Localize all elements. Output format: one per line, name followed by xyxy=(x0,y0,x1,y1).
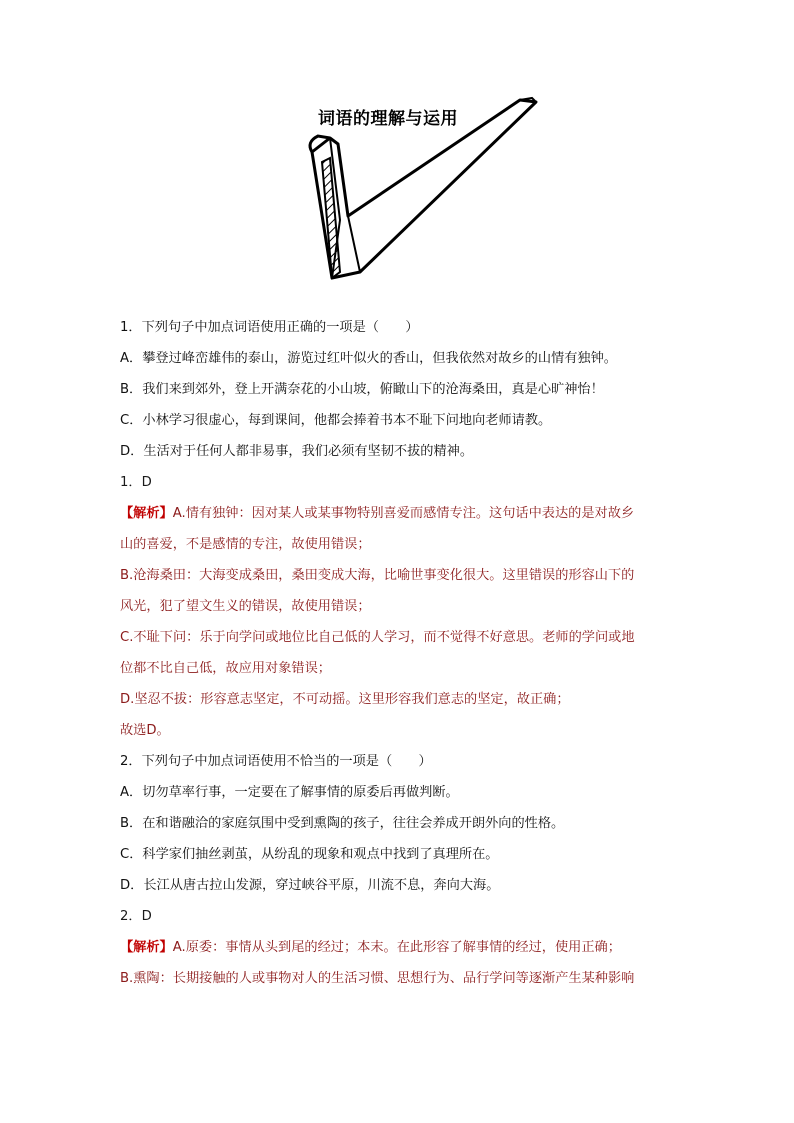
question-stem: 2．下列句子中加点词语使用不恰当的一项是（ ） xyxy=(120,754,432,769)
analysis-line: B.熏陶：长期接触的人或事物对人的生活习惯、思想行为、品行学问等逐渐产生某种影响 xyxy=(120,971,635,986)
analysis-label: 【解析】 xyxy=(120,506,173,521)
question-stem: 1．下列句子中加点词语使用正确的一项是（ ） xyxy=(120,320,419,335)
option-d: D．长江从唐古拉山发源，穿过峡谷平原，川流不息，奔向大海。 xyxy=(120,878,500,893)
option-c: C．小林学习很虚心，每到课间，他都会捧着书本不耻下问地向老师请教。 xyxy=(120,413,552,428)
option-b: B．我们来到郊外，登上开满奈花的小山坡，俯瞰山下的沧海桑田，真是心旷神怡！ xyxy=(120,382,604,397)
analysis-line: 山的喜爱，不是感情的专注，故使用错误； xyxy=(120,537,371,552)
option-c: C．科学家们抽丝剥茧，从纷乱的现象和观点中找到了真理所在。 xyxy=(120,847,499,862)
analysis-line xyxy=(120,498,680,529)
option-a: A．攀登过峰峦雄伟的泰山，游览过红叶似火的香山，但我依然对故乡的山情有独钟。 xyxy=(120,351,617,366)
analysis-line xyxy=(120,932,680,963)
analysis-line: 位都不比自己低，故应用对象错误； xyxy=(120,661,331,676)
page-title: 词语的理解与运用 xyxy=(318,109,458,129)
question-list xyxy=(120,312,680,994)
option-d: D．生活对于任何人都非易事，我们必须有坚韧不拔的精神。 xyxy=(120,444,474,459)
answer: 1．D xyxy=(120,475,152,490)
option-b: B．在和谐融洽的家庭氛围中受到熏陶的孩子，往往会养成开朗外向的性格。 xyxy=(120,816,565,831)
analysis-line: B.沧海桑田：大海变成桑田，桑田变成大海，比喻世事变化很大。这里错误的形容山下的 xyxy=(120,568,635,583)
analysis-line: D.坚忍不拔：形容意志坚定，不可动摇。这里形容我们意志的坚定，故正确； xyxy=(120,692,570,707)
analysis-text: A.原委：事情从头到尾的经过；本末。在此形容了解事情的经过，使用正确； xyxy=(172,940,621,955)
analysis-text: A.情有独钟：因对某人或某事物特别喜爱而感情专注。这句话中表达的是对故乡 xyxy=(172,506,635,521)
analysis-line: 风光，犯了望文生义的错误，故使用错误； xyxy=(120,599,371,614)
analysis-line: C.不耻下问：乐于向学问或地位比自己低的人学习，而不觉得不好意思。老师的学问或地 xyxy=(120,630,635,645)
analysis-label: 【解析】 xyxy=(120,940,173,955)
option-a: A．切勿草率行事，一定要在了解事情的原委后再做判断。 xyxy=(120,785,459,800)
answer: 2．D xyxy=(120,909,152,924)
analysis-line: 故选D。 xyxy=(120,723,170,738)
